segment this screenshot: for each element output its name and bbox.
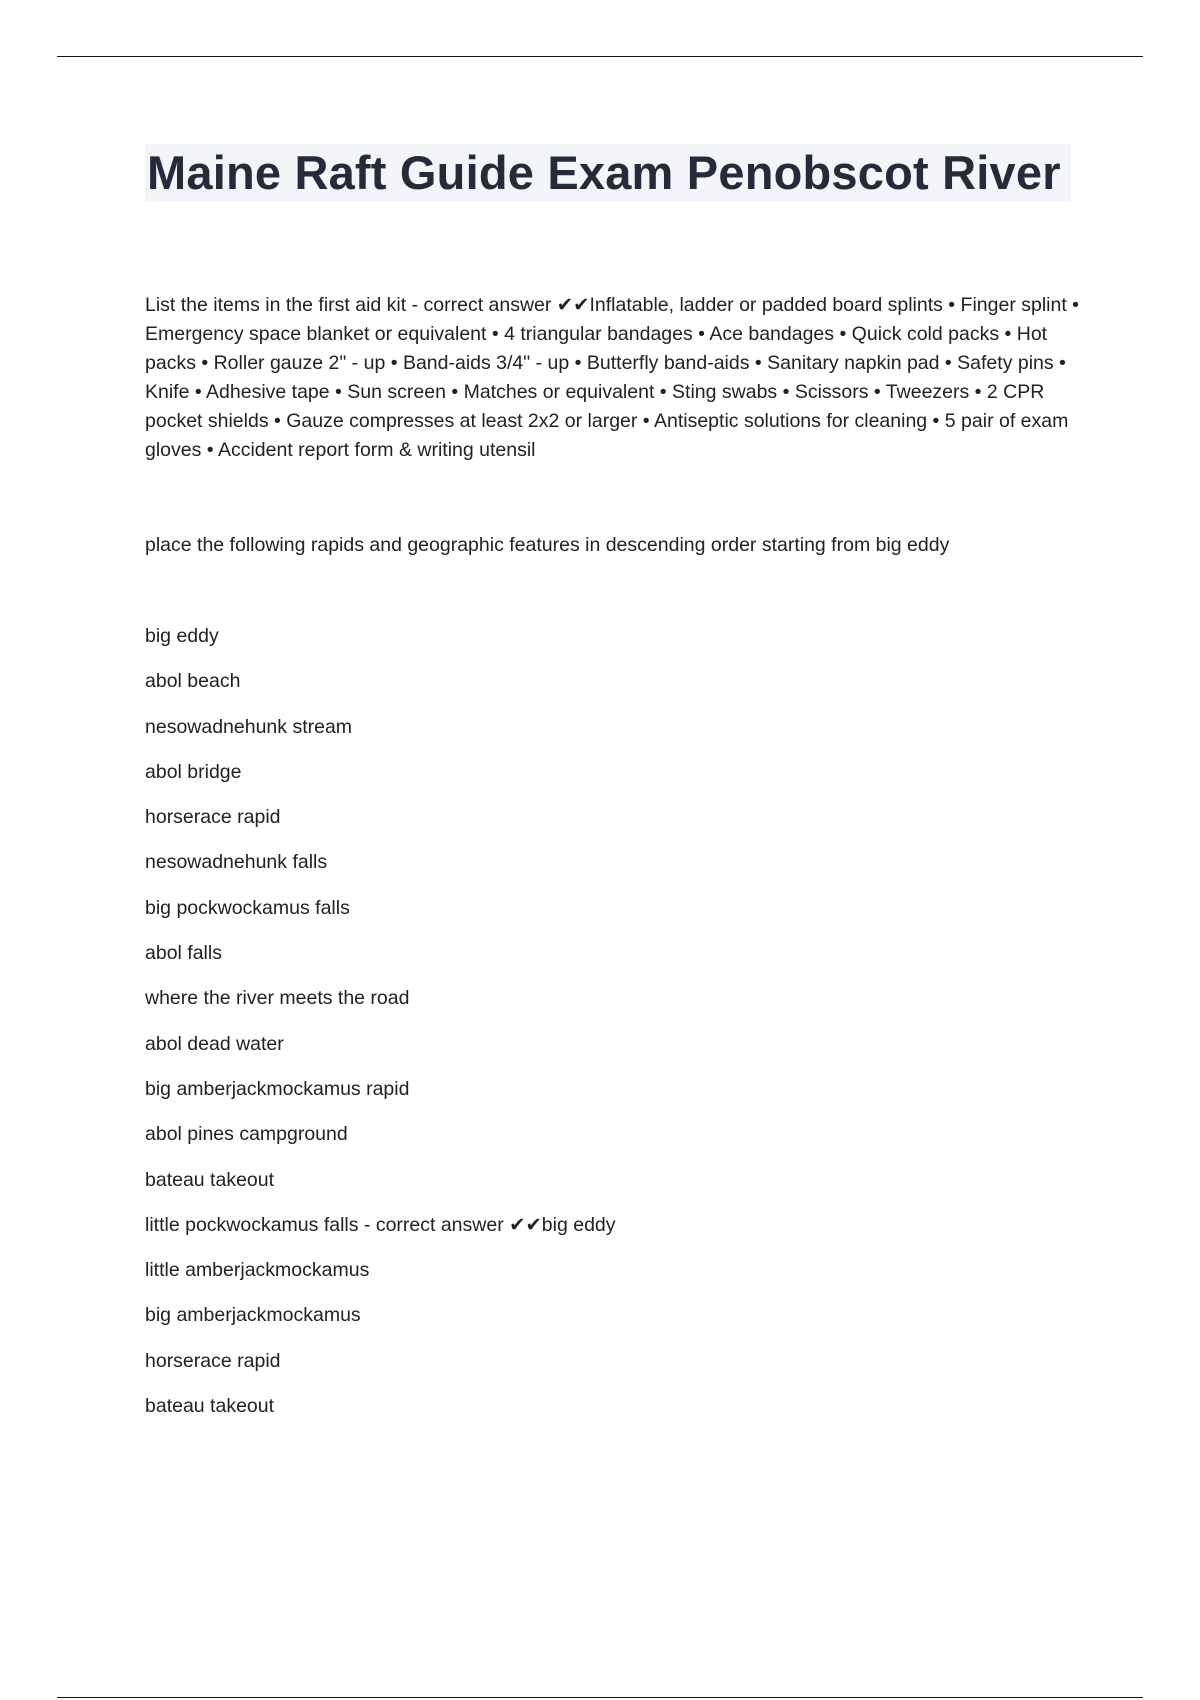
- document-body: [145, 144, 1090, 1437]
- list-item: horserace rapid: [145, 1349, 281, 1372]
- list-item: bateau takeout: [145, 1168, 275, 1191]
- list-item: nesowadnehunk falls: [145, 851, 328, 874]
- list-item: little pockwockamus falls - correct answer ✔✔big eddy: [145, 1213, 616, 1236]
- document-title: Maine Raft Guide Exam Penobscot River: [145, 144, 1071, 202]
- list-item: where the river meets the road: [145, 987, 410, 1010]
- ordering-prompt: place the following rapids and geographic features in descending order starting from big eddy: [145, 534, 950, 556]
- list-item: big pockwockamus falls: [145, 896, 350, 919]
- list-item: horserace rapid: [145, 806, 281, 829]
- list-item: big amberjackmockamus rapid: [145, 1077, 410, 1100]
- list-item: abol beach: [145, 670, 241, 693]
- list-item: bateau takeout: [145, 1395, 275, 1418]
- feature-list: [145, 622, 1090, 1421]
- list-item: big eddy: [145, 625, 219, 647]
- list-item: big amberjackmockamus: [145, 1304, 361, 1327]
- list-item: abol bridge: [145, 760, 242, 783]
- first-aid-question: List the items in the first aid kit - correct answer ✔✔Inflatable, ladder or padded board splints • Finger splint • Emergency space blanket or equivalent • 4 triangular bandages • Ace bandages • Quick cold packs • Hot packs • Roller gauze 2" - up • Band-aids 3/4" - up • Butterfly band-aids • Sanitary napkin pad • Safety pins • Knife • Adhesive tape • Sun screen • Matches or equivalent • Sting swabs • Scissors • Tweezers • 2 CPR pocket shields • Gauze compresses at least 2x2 or larger • Antiseptic solutions for cleaning • 5 pair of exam gloves • Accident report form & writing utensil: [145, 294, 1080, 461]
- list-item: nesowadnehunk stream: [145, 715, 353, 738]
- top-rule: [57, 56, 1143, 57]
- bottom-rule: [57, 1697, 1143, 1698]
- list-item: little amberjackmockamus: [145, 1259, 370, 1282]
- list-item: abol pines campground: [145, 1123, 348, 1146]
- list-item: abol dead water: [145, 1032, 284, 1055]
- list-item: abol falls: [145, 942, 222, 965]
